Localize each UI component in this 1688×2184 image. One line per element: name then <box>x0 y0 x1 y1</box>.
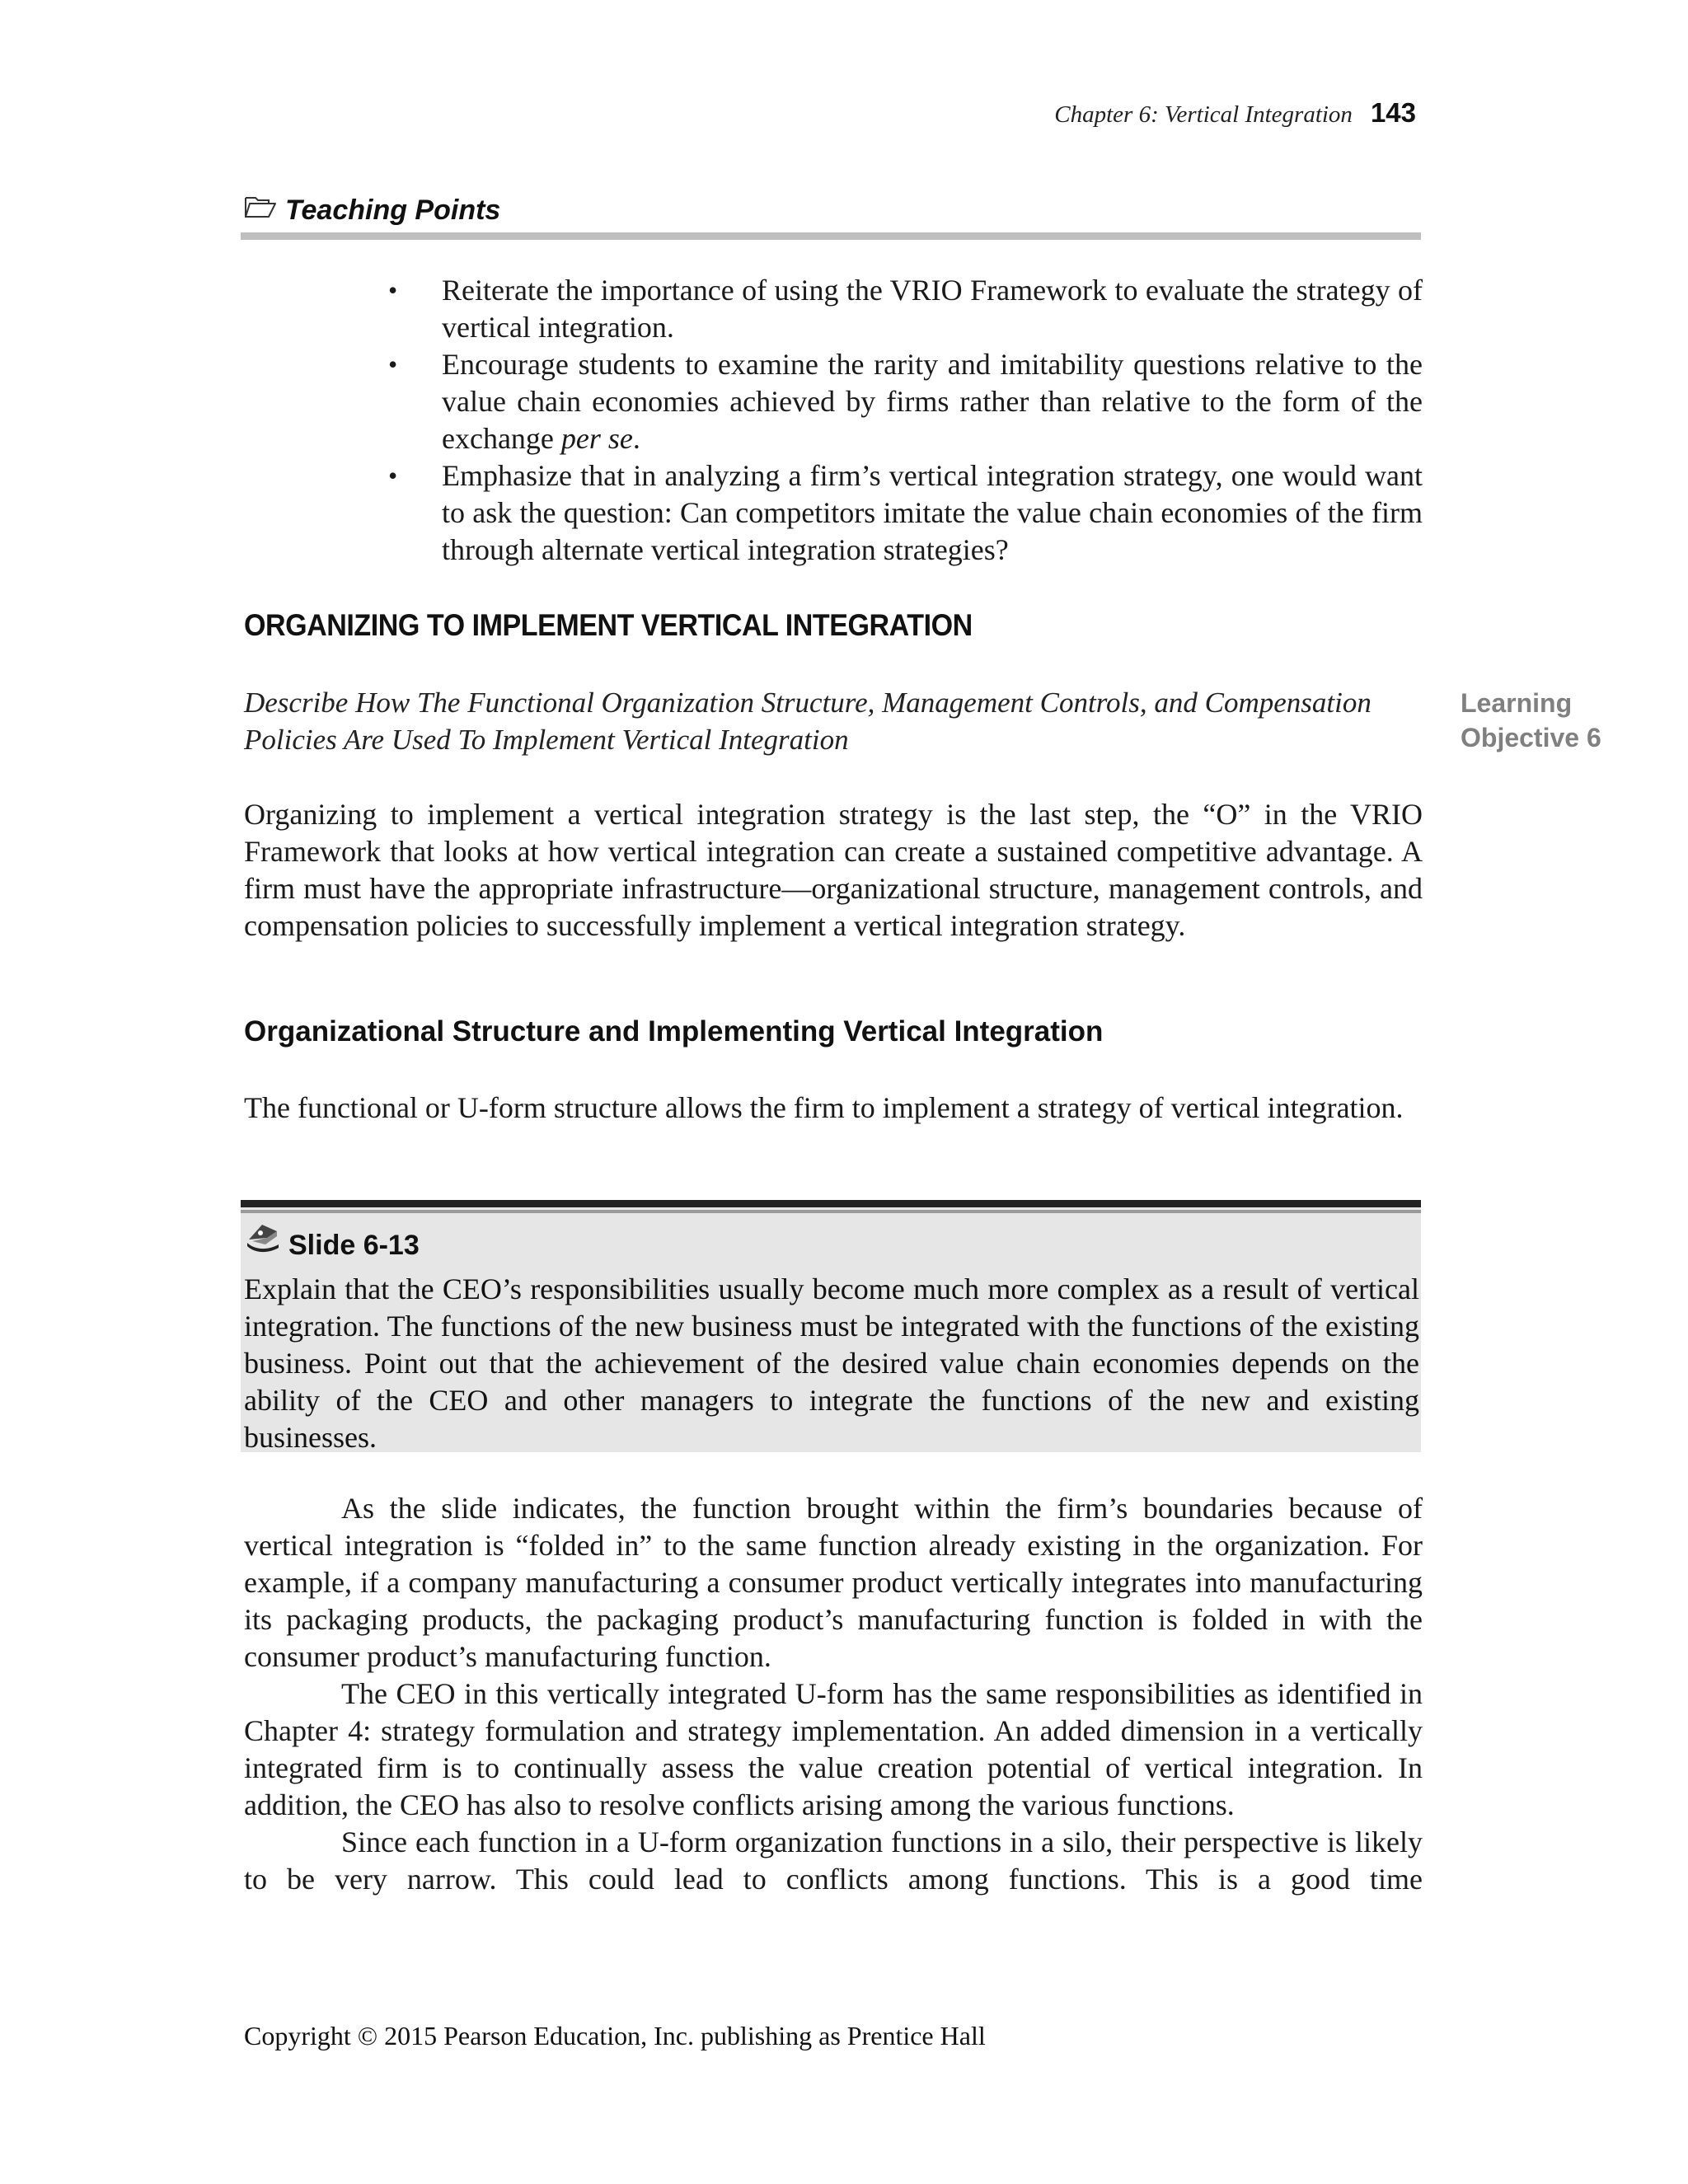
copyright-footer: Copyright © 2015 Pearson Education, Inc. publishing as Prentice Hall <box>244 2021 986 2050</box>
section-heading: ORGANIZING TO IMPLEMENT VERTICAL INTEGRATION <box>244 608 973 642</box>
slide-title-row <box>244 1221 420 1262</box>
chapter-title: Chapter 6: Vertical Integration <box>1054 101 1353 128</box>
subsection-paragraph: The functional or U-form structure allows the firm to implement a strategy of vertical integration. <box>244 1091 1404 1124</box>
bullet-text: Reiterate the importance of using the VRIO Framework to evaluate the strategy of vertical integration. <box>442 274 1423 344</box>
bullet-text: Encourage students to examine the rarity and imitability questions relative to the value chain economies achieved by firms rather than relative to the form of the exchange <box>442 348 1423 455</box>
running-header <box>1054 97 1416 129</box>
slide-presenter-icon <box>244 1221 282 1262</box>
intro-paragraph: Organizing to implement a vertical integration strategy is the last step, the “O” in the VRIO Framework that looks at how vertical integration can create a sustained competitive advantage. A firm must have the appropriate infrastructure—organizational structure, management controls, and compensation policies to successfully implement a vertical integration strategy. <box>244 798 1423 942</box>
learning-objective-tag-line1: Learning <box>1461 688 1573 718</box>
bullet-italic-text: per se <box>560 422 633 455</box>
subsection-heading: Organizational Structure and Implementing Vertical Integration <box>244 1015 1104 1047</box>
list-item <box>384 346 1423 457</box>
slide-box-rule-secondary <box>241 1210 1421 1213</box>
bullet-end: . <box>632 422 640 455</box>
slide-box-rule <box>241 1200 1421 1207</box>
slide-title: Slide 6-13 <box>288 1230 420 1261</box>
body-paragraph: Since each function in a U-form organization functions in a silo, their perspective is likely to be very narrow. This could lead to conflicts among functions. This is a good time <box>244 1825 1423 1896</box>
learning-objective-tag-line2: Objective 6 <box>1461 723 1601 752</box>
bullet-text: Emphasize that in analyzing a firm’s vertical integration strategy, one would want to ask the question: Can competitors imitate the value chain economies of the firm through alternate vertical integration strategies? <box>442 459 1423 566</box>
learning-objective-tag <box>1461 686 1658 755</box>
slide-note-box <box>241 1200 1421 1452</box>
list-item <box>384 457 1423 569</box>
body-paragraph: The CEO in this vertically integrated U-form has the same responsibilities as identified in Chapter 4: strategy formulation and strategy implementation. An added dimension in a vertically integrated firm is to continually assess the value creation potential of vertical integration. In addition, the CEO has also to resolve conflicts arising among the various functions. <box>244 1677 1423 1821</box>
folder-icon <box>244 194 277 227</box>
page-number: 143 <box>1370 97 1416 128</box>
teaching-points-list <box>384 272 1423 569</box>
teaching-points-rule <box>241 232 1421 240</box>
teaching-points-header <box>244 194 1421 227</box>
body-paragraph: As the slide indicates, the function brought within the firm’s boundaries because of vertical integration is “folded in” to the same function already existing in the organization. For example, if a company manufacturing a consumer product vertically integrates into manufacturing its packaging products, the packaging product’s manufacturing function is folded in with the consumer product’s manufacturing function. <box>244 1492 1423 1673</box>
body-text <box>244 1490 1423 1898</box>
list-item <box>384 272 1423 346</box>
slide-note-text: Explain that the CEO’s responsibilities usually become much more complex as a result of vertical integration. The functions of the new business must be integrated with the functions of the existing business. Point out that the achievement of the desired value chain economies depends on the ability of the CEO and other managers to integrate the functions of the new and existing businesses. <box>244 1272 1419 1454</box>
learning-objective-description: Describe How The Functional Organization Structure, Management Controls, and Compensation Policies Are Used To Implement Vertical Integration <box>244 687 1372 756</box>
teaching-points-title: Teaching Points <box>285 194 501 226</box>
